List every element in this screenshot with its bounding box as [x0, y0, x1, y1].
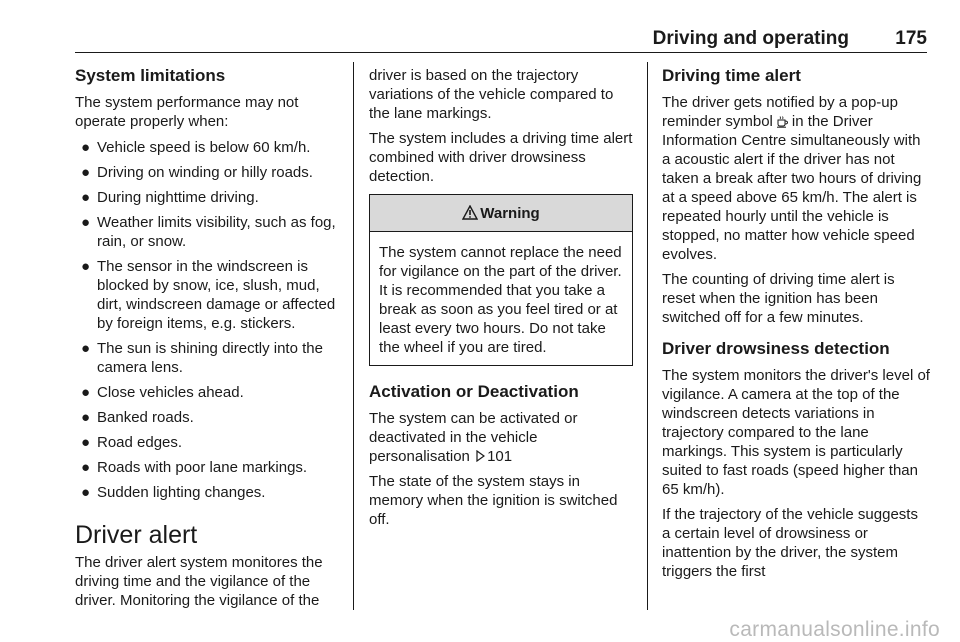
- list-item: ● Close vehicles ahead.: [81, 384, 244, 401]
- system-includes-paragraph: The system includes a driving time alert combined with driver drowsiness detection.: [369, 130, 633, 185]
- warning-title: Warning: [480, 205, 540, 222]
- page-header: [75, 28, 927, 52]
- page-ref-triangle-icon: [476, 450, 485, 462]
- drowsiness-paragraph-2: If the trajectory of the vehicle suggests a certain level of drowsiness or inattention by the driver, the system triggers the first: [662, 506, 918, 580]
- list-item: ● The sensor in the windscreen is blocked by snow, ice, slush, mud, dirt, windscreen damage or affected by foreign items, e.g. stickers.: [81, 258, 336, 332]
- system-limitations-intro: The system performance may not operate properly when:: [75, 94, 299, 130]
- list-item: ● Driving on winding or hilly roads.: [81, 164, 313, 181]
- bullet-icon: ●: [81, 409, 91, 426]
- bullet-icon: ●: [81, 484, 91, 501]
- page-number: 175: [895, 28, 927, 49]
- driver-alert-heading: Driver alert: [75, 521, 198, 549]
- trajectory-paragraph: driver is based on the trajectory variations of the vehicle compared to the lane markings.: [369, 67, 614, 122]
- list-item: ● Banked roads.: [81, 409, 194, 426]
- bullet-icon: ●: [81, 340, 91, 357]
- driving-time-alert-paragraph: The driver gets notified by a pop-up reminder symbol in the Driver Information Centre simultaneously with a acoustic alert if the driver has not taken a break after two hours of driving at a speed above 65 km/h. The alert is repeated hourly until the vehicle is stopped, no matter how vehicle speed evolves.: [662, 94, 922, 263]
- warning-box: [369, 194, 633, 366]
- drowsiness-heading: Driver drowsiness detection: [662, 339, 890, 358]
- reset-paragraph: The counting of driving time alert is reset when the ignition has been switched off for a few minutes.: [662, 271, 895, 326]
- bullet-icon: ●: [81, 214, 91, 231]
- bullet-icon: ●: [81, 434, 91, 451]
- list-item: ● Roads with poor lane markings.: [81, 459, 308, 476]
- column-divider-2: [647, 62, 648, 610]
- list-item: ● Road edges.: [81, 434, 183, 451]
- driving-time-alert-heading: Driving time alert: [662, 66, 801, 85]
- watermark: carmanualsonline.info: [729, 618, 940, 641]
- warning-triangle-icon: [462, 205, 478, 220]
- section-title: Driving and operating: [652, 28, 849, 49]
- activation-heading: Activation or Deactivation: [369, 382, 579, 401]
- bullet-icon: ●: [81, 164, 91, 181]
- warning-header: [370, 195, 632, 232]
- bullet-icon: ●: [81, 139, 91, 156]
- driver-alert-text: The driver alert system monitores the driving time and the vigilance of the driver. Monitoring the vigilance of the: [75, 554, 323, 609]
- activation-paragraph: The system can be activated or deactivated in the vehicle personalisation 101: [369, 410, 578, 465]
- list-item: ● Vehicle speed is below 60 km/h.: [81, 139, 311, 156]
- warning-text: The system cannot replace the need for vigilance on the part of the driver. It is recommended that you take a break as soon as you feel tired or at least every two hours. Do not take the wheel if you are tired.: [379, 244, 622, 356]
- bullet-icon: ●: [81, 384, 91, 401]
- memory-paragraph: The state of the system stays in memory when the ignition is switched off.: [369, 473, 618, 528]
- header-rule: [75, 52, 927, 53]
- column-divider-1: [353, 62, 354, 610]
- column-1: [75, 66, 343, 616]
- column-2: [369, 66, 633, 535]
- list-item: ● Weather limits visibility, such as fog, rain, or snow.: [81, 214, 336, 250]
- list-item: ● The sun is shining directly into the camera lens.: [81, 340, 323, 376]
- list-item: ● Sudden lighting changes.: [81, 484, 266, 501]
- bullet-icon: ●: [81, 459, 91, 476]
- drowsiness-paragraph-1: The system monitors the driver's level of vigilance. A camera at the top of the windscreen detects variations in trajectory compared to the lane markings. This system is particularly suited to fast roads (speed higher than 65 km/h).: [662, 367, 930, 498]
- column-3: [662, 66, 930, 587]
- list-item: ● During nighttime driving.: [81, 189, 259, 206]
- system-limitations-heading: System limitations: [75, 66, 226, 85]
- bullet-icon: ●: [81, 189, 91, 206]
- page-reference[interactable]: 101: [487, 448, 513, 465]
- limitations-list: [75, 138, 343, 502]
- bullet-icon: ●: [81, 258, 91, 275]
- coffee-cup-icon: [776, 115, 789, 128]
